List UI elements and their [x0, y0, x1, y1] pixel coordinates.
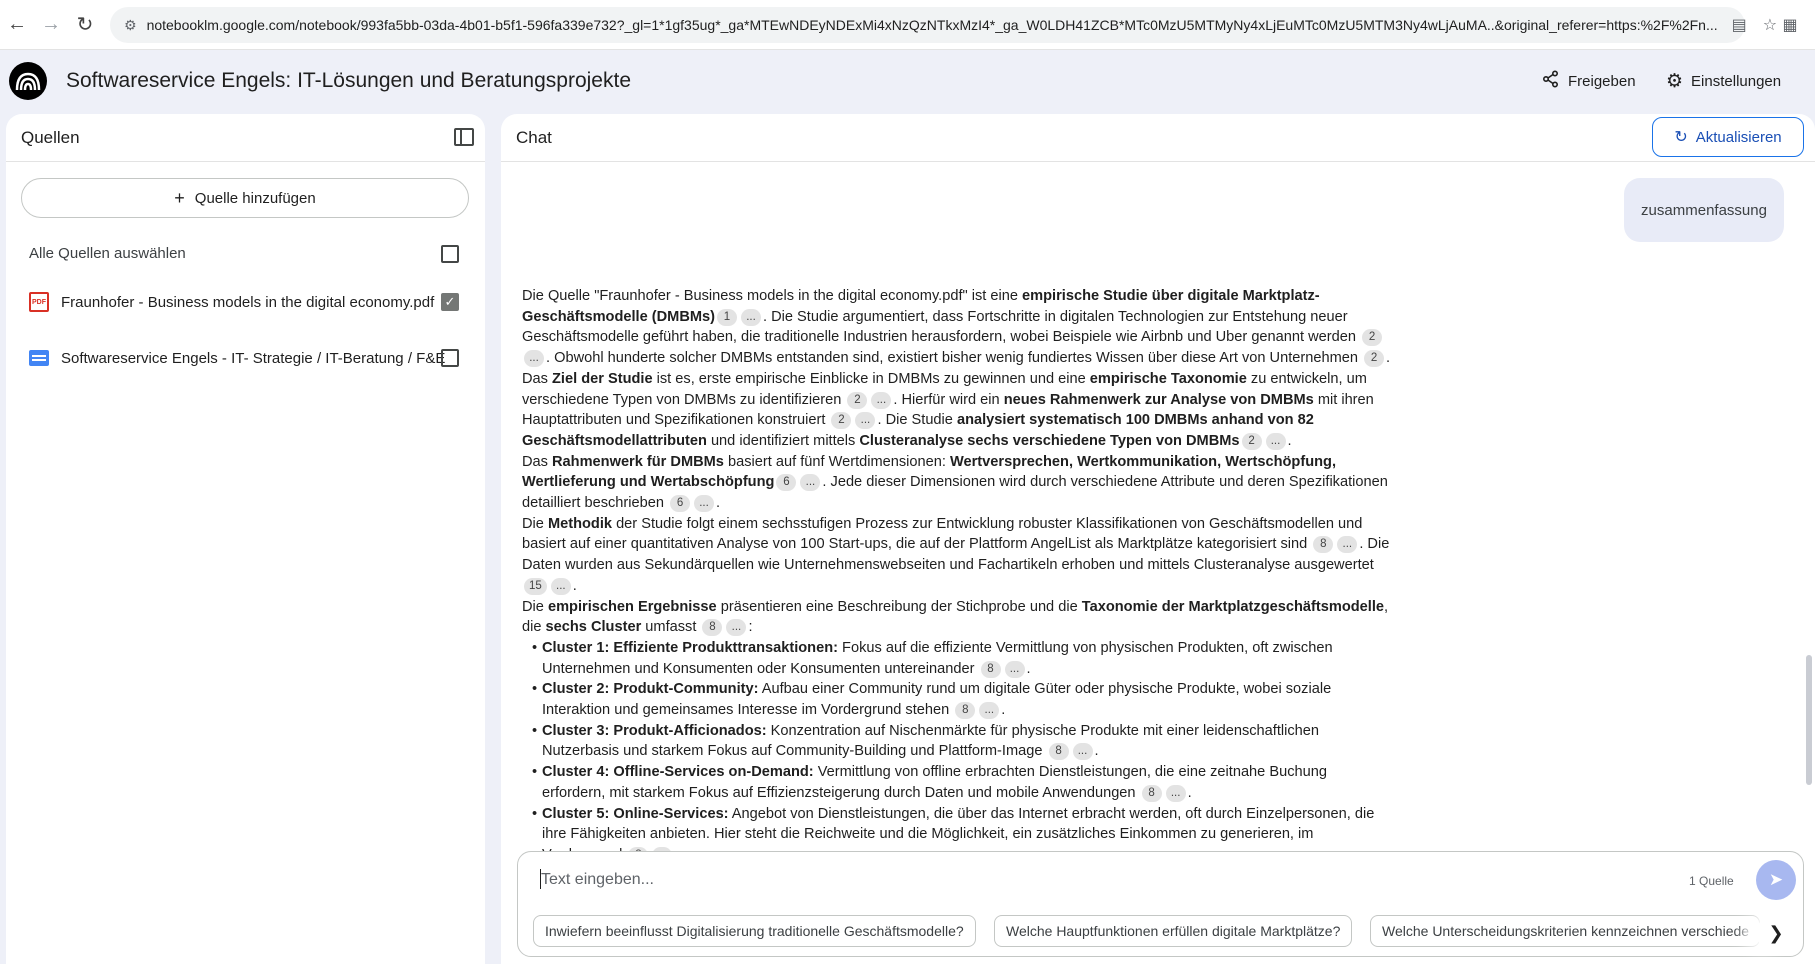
answer-text: Fokus auf die effiziente Vermittlung von physischen Produkten, oft zwischen Unternehmen und Konsumenten oder Konsumenten untereinander [542, 639, 1333, 677]
list-item [542, 638, 1392, 679]
url-text[interactable]: notebooklm.google.com/notebook/993fa5bb-03da-4b01-b5f1-596fa339e732?_gl=1*1gf35ug*_ga*MTEwNDEyNDExMi4xNzQzNTkxMzI4*_ga_W0LDH41ZCB*MTc0MzU5MTMyNy4xLjEuMTc0MzU5MTM3Ny4wLjAuMA..&original_referer=https:%2F%2Fn... [146, 17, 1718, 33]
list-item [542, 762, 1392, 803]
answer-text: Konzentration auf Nischenmärkte für physische Produkte mit einer leidenschaftlichen Nutzerbasis und starkem Fokus auf Community-Building und Plattform-Image [542, 722, 1320, 760]
sources-panel [6, 114, 485, 964]
bold-text: Rahmenwerk für DMBMs [552, 453, 724, 470]
source-count: 1 Quelle [1689, 874, 1734, 888]
answer-text: . [1026, 660, 1031, 677]
answer-text: umfasst [641, 619, 701, 636]
refresh-icon: ↻ [1674, 129, 1688, 146]
citation-chip[interactable]: 2 [1364, 350, 1384, 367]
answer-text: Das [522, 370, 553, 387]
citation-chip[interactable]: 6 [670, 495, 690, 512]
citation-chip[interactable]: 8 [702, 619, 722, 636]
list-item [542, 721, 1392, 762]
source-item[interactable] [29, 346, 445, 370]
bold-text: Cluster 4: Offline-Services on-Demand: [542, 764, 814, 781]
citation-chip[interactable]: ... [979, 702, 999, 719]
collapse-panel-icon[interactable] [454, 128, 474, 146]
answer-text: . Hierfür wird ein [893, 391, 1004, 408]
bold-text: Methodik [547, 515, 613, 532]
answer-text: . [1001, 702, 1006, 719]
answer-text: . [716, 495, 721, 512]
chevron-right-icon[interactable]: ❯ [1756, 915, 1796, 951]
answer-text: . [1187, 784, 1192, 801]
citation-chip[interactable]: ... [1266, 433, 1286, 450]
select-all-label: Alle Quellen auswählen [29, 245, 186, 262]
source-item-label: Softwareservice Engels - IT- Strategie / IT-Beratung / F&E [61, 349, 446, 367]
suggestion-chip[interactable] [1370, 915, 1760, 947]
answer-text: . Die Studie argumentiert, dass Fortschritte in digitalen Technologien zur Entstehung neuer Geschäftsmodelle geführt haben, die traditionelle Industrien herausfordern, wobei Beispiele wie Airbnb und Uber genannt werden [522, 308, 1361, 346]
answer-text: zu entwickeln, um verschiedene Typen von DMBMs zu identifizieren [522, 370, 1367, 408]
suggestion-label: Inwiefern beeinflusst Digitalisierung traditionelle Geschäftsmodelle? [545, 923, 964, 939]
send-button[interactable] [1756, 860, 1796, 900]
bold-text: Cluster 3: Produkt-Afficionados: [542, 722, 767, 739]
site-info-icon[interactable]: ⚙ [124, 16, 137, 33]
text-caret [540, 869, 541, 889]
web-icon [29, 350, 49, 366]
answer-text: . Jede dieser Dimensionen wird durch verschiedene Attribute und deren Spezifikationen detailliert beschrieben [522, 474, 1388, 512]
bold-text: Wertversprechen, Wertkommunikation, Wertschöpfung, Wertlieferung und Wertabschöpfung [522, 453, 1336, 491]
answer-paragraph [522, 286, 1392, 369]
citation-chip[interactable]: ... [694, 495, 714, 512]
citation-chip[interactable]: 8 [955, 702, 975, 719]
citation-chip[interactable]: 8 [1313, 536, 1333, 553]
citation-chip[interactable]: 6 [776, 474, 796, 491]
citation-chip[interactable]: ... [524, 350, 544, 367]
answer-paragraph [522, 514, 1392, 597]
bold-text: sechs Cluster [545, 619, 642, 636]
answer-text: Vermittlung von offline erbrachten Dienstleistungen, die eine zeitnahe Buchung erfordern, mit starkem Fokus auf Effizienzsteigerung durch Daten und mobile Anwendungen [542, 764, 1327, 801]
extensions-icon[interactable]: ▦ [1782, 17, 1798, 34]
answer-text: . Obwohl hunderte solcher DMBMs entstanden sind, existiert bisher wenig fundiertes Wissen über diese Art von Unternehmen [546, 350, 1363, 367]
answer-text: und identifiziert mittels [706, 432, 860, 449]
plus-icon: + [174, 187, 185, 208]
bold-text: Clusteranalyse sechs verschiedene Typen von DMBMs [859, 432, 1240, 449]
browser-toolbar [0, 0, 1815, 50]
bold-text: Cluster 1: Effiziente Produkttransaktionen: [542, 639, 838, 656]
citation-chip[interactable]: 8 [1049, 743, 1069, 760]
citation-chip[interactable]: ... [855, 412, 875, 429]
suggestion-label: Welche Unterscheidungskriterien kennzeichnen verschiede [1382, 923, 1750, 939]
chat-title: Chat [516, 127, 552, 147]
bold-text: Ziel der Studie [552, 370, 653, 387]
back-icon[interactable]: ← [7, 13, 27, 35]
citation-chip[interactable]: 2 [1242, 433, 1262, 450]
source-item-label: Fraunhofer - Business models in the digital economy.pdf [61, 293, 435, 311]
source-item[interactable] [29, 290, 434, 314]
bold-text: Taxonomie der Marktplatzgeschäftsmodelle [1081, 598, 1384, 615]
refresh-label: Aktualisieren [1695, 128, 1782, 146]
suggestion-chip[interactable] [533, 915, 976, 947]
citation-chip[interactable]: 2 [1362, 329, 1382, 346]
chat-composer [517, 851, 1804, 957]
source-checkbox[interactable] [441, 349, 459, 367]
bold-text: Cluster 5: Online-Services: [542, 805, 729, 822]
answer-text: . Die Studie [877, 412, 957, 429]
answer-text: Die [522, 598, 548, 615]
answer-text: der Studie folgt einem sechsstufigen Prozess zur Entwicklung robuster Klassifikationen von Geschäftsmodellen und basiert auf einer quantitativen Analyse von 100 Start-ups, die auf der Plattform AngelList als Marktplätze kategorisiert sind [522, 515, 1363, 553]
user-message [1624, 178, 1784, 242]
bold-text: empirische Taxonomie [1089, 370, 1247, 387]
bold-text: neues Rahmenwerk zur Analyse von DMBMs [1003, 391, 1314, 408]
share-label: Freigeben [1568, 72, 1636, 90]
source-checkbox[interactable]: ✓ [441, 293, 459, 311]
refresh-button[interactable] [1652, 117, 1804, 157]
share-icon [1542, 70, 1560, 92]
citation-chip[interactable]: ... [726, 619, 746, 636]
answer-text: , die [522, 598, 1389, 636]
citation-chip[interactable]: ... [741, 309, 761, 326]
citation-chip[interactable]: 8 [1142, 785, 1162, 802]
answer-text: basiert auf fünf Wertdimensionen: [723, 453, 950, 470]
chat-input[interactable] [541, 866, 1641, 894]
settings-label: Einstellungen [1691, 72, 1782, 90]
citation-chip[interactable]: ... [1337, 536, 1357, 553]
answer-text: . [572, 577, 577, 594]
select-all-checkbox[interactable] [441, 245, 459, 263]
chat-scrollbar[interactable] [1806, 655, 1812, 785]
answer-text: Angebot von Dienstleistungen, die über das Internet erbracht werden, oft durch Einzelpersonen, die ihre Fähigkeiten anbieten. Hier steht die Reichweite und die Möglichkeit, ein zusätzliches Einkommen zu generieren, im [542, 805, 1375, 843]
assistant-answer [522, 286, 1392, 846]
notebooklm-logo-icon[interactable] [9, 62, 47, 100]
cluster-list [522, 638, 1392, 866]
pdf-icon: PDF [29, 292, 49, 312]
bookmark-star-icon[interactable]: ☆ [1762, 17, 1778, 34]
answer-text: Aufbau einer Community rund um digitale Güter oder physische Produkte, wobei soziale Interaktion und gemeinsames Interesse im Vordergrund stehen [542, 681, 1332, 719]
citation-chip[interactable]: ... [800, 474, 820, 491]
chat-header [501, 114, 1815, 162]
send-icon: ➤ [1768, 870, 1784, 889]
citation-chip[interactable]: 2 [847, 392, 867, 409]
install-app-icon[interactable]: ▤ [1731, 17, 1747, 34]
gear-icon: ⚙ [1666, 70, 1684, 92]
answer-text: . [1094, 743, 1099, 760]
answer-text: Die [522, 515, 548, 532]
answer-text: . Die Daten wurden aus Sekundärquellen wie Unternehmenswebseiten und Fachartikeln erhoben und mittels Clusteranalyse ausgewertet [522, 536, 1390, 574]
citation-chip[interactable]: ... [551, 578, 571, 595]
citation-chip[interactable]: 2 [831, 412, 851, 429]
citation-chip[interactable]: 1 [717, 309, 737, 326]
citation-chip[interactable]: 15 [524, 578, 547, 595]
answer-text: . [1287, 432, 1292, 449]
sources-title: Quellen [21, 127, 80, 147]
suggestion-chip[interactable] [994, 915, 1352, 947]
share-button[interactable] [1528, 61, 1650, 101]
notebook-title[interactable]: Softwareservice Engels: IT-Lösungen und Beratungsprojekte [66, 69, 632, 92]
answer-text: mit ihren Hauptattributen und Spezifikationen konstruiert [522, 391, 1374, 429]
bold-text: Cluster 2: Produkt-Community: [542, 681, 759, 698]
answer-text: : [748, 619, 753, 636]
user-message-text: zusammenfassung [1641, 201, 1767, 219]
citation-chip[interactable]: 8 [981, 661, 1001, 678]
reload-icon[interactable]: ↻ [76, 14, 94, 36]
citation-chip[interactable]: ... [1166, 785, 1186, 802]
answer-paragraph [522, 452, 1392, 514]
suggestion-label: Welche Hauptfunktionen erfüllen digitale Marktplätze? [1006, 923, 1341, 939]
citation-chip[interactable]: ... [1005, 661, 1025, 678]
bold-text: empirischen Ergebnisse [547, 598, 717, 615]
list-item [542, 679, 1392, 720]
answer-text: Das [522, 453, 553, 470]
settings-button[interactable] [1652, 61, 1795, 101]
add-source-button[interactable] [21, 178, 469, 218]
bold-text: empirische Studie über digitale Marktplatz-Geschäftsmodelle (DMBMs) [522, 288, 1320, 325]
add-source-label: Quelle hinzufügen [194, 189, 316, 207]
sources-header [6, 114, 485, 162]
answer-text: ist es, erste empirische Einblicke in DMBMs zu gewinnen und eine [652, 370, 1090, 387]
answer-paragraph [522, 597, 1392, 638]
citation-chip[interactable]: ... [871, 392, 891, 409]
bold-text: analysiert systematisch 100 DMBMs anhand von 82 Geschäftsmodellattributen [522, 412, 1314, 449]
answer-text: . [1386, 350, 1391, 367]
answer-text: präsentieren eine Beschreibung der Stichprobe und die [716, 598, 1082, 615]
address-bar[interactable] [110, 7, 1778, 43]
answer-text: Die Quelle "Fraunhofer - Business models in the digital economy.pdf" ist eine [522, 288, 1023, 304]
citation-chip[interactable]: ... [1073, 743, 1093, 760]
forward-icon[interactable]: → [41, 13, 61, 35]
answer-paragraph [522, 369, 1392, 452]
